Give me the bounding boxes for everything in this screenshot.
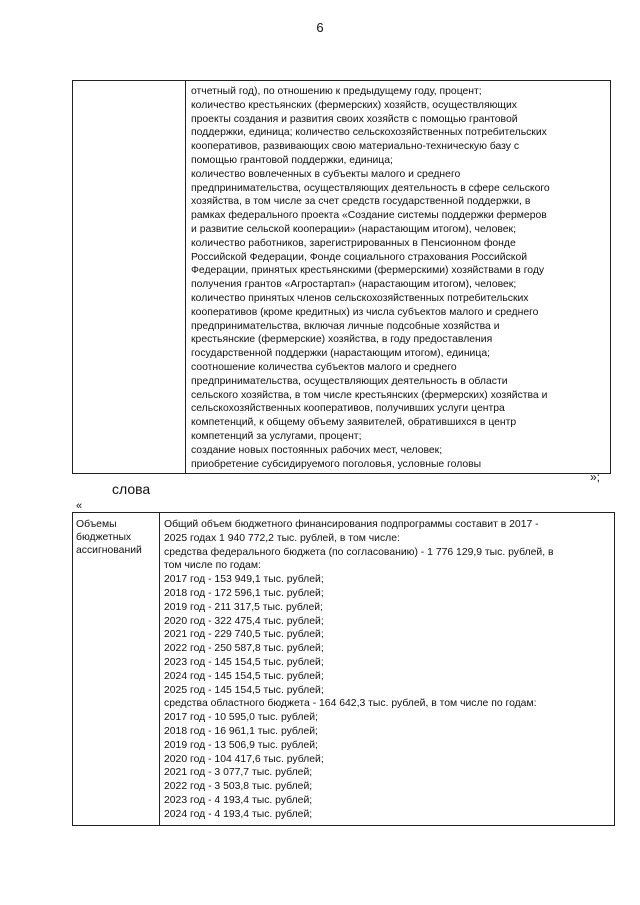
closing-quote: »; bbox=[590, 470, 601, 484]
text-line: сельского хозяйства, в том числе крестьянских (фермерских) хозяйства и bbox=[191, 389, 548, 401]
text-line: 2023 год - 145 154,5 тыс. рублей; bbox=[164, 656, 324, 668]
text-line: 2022 год - 3 503,8 тыс. рублей; bbox=[164, 781, 313, 793]
word-label: слова bbox=[112, 481, 151, 497]
text-line: 2022 год - 250 587,8 тыс. рублей; bbox=[164, 643, 324, 655]
text-line: создание новых постоянных рабочих мест, человек; bbox=[191, 444, 443, 456]
opening-quote: « bbox=[76, 500, 83, 512]
text-line: 2018 год - 172 596,1 тыс. рублей; bbox=[164, 587, 324, 599]
text-line: компетенций за услугами, процент; bbox=[191, 430, 362, 442]
text-line: отчетный год), по отношению к предыдущему году, процент; bbox=[191, 86, 482, 97]
text-line: получения грантов «Агростартап» (нарастающим итогом), человек; bbox=[191, 279, 517, 291]
text-line: Российской Федерации, Фонде социального страхования Российской bbox=[191, 251, 528, 263]
text-line: 2021 год - 229 740,5 тыс. рублей; bbox=[164, 629, 324, 641]
text-line: и развитие сельской кооперации» (нарастающим итогом), человек; bbox=[191, 223, 516, 235]
text-line: приобретение субсидируемого поголовья, условные головы bbox=[191, 458, 482, 470]
text-line: 2020 год - 104 417,6 тыс. рублей; bbox=[164, 753, 324, 765]
text-line: 2024 год - 4 193,4 тыс. рублей; bbox=[164, 808, 313, 820]
text-line: 2021 год - 3 077,7 тыс. рублей; bbox=[164, 767, 313, 779]
text-line: средства федерального бюджета (по согласованию) - 1 776 129,9 тыс. рублей, в bbox=[164, 546, 554, 558]
text-line: крестьянские (фермерские) хозяйства, в году предоставления bbox=[191, 334, 493, 346]
text-line: предпринимательства, осуществляющих деятельность в сфере сельского bbox=[191, 182, 550, 194]
text-line: соотношение количества субъектов малого и среднего bbox=[191, 361, 457, 373]
text-line: проекты создания и развития своих хозяйств с помощью грантовой bbox=[191, 113, 518, 125]
budget-table bbox=[72, 512, 615, 826]
text-line: количество крестьянских (фермерских) хозяйств, осуществляющих bbox=[191, 99, 517, 111]
indicators-table-content-cell bbox=[186, 81, 611, 474]
budget-content-cell bbox=[160, 513, 615, 826]
text-line: том числе по годам: bbox=[164, 560, 261, 572]
text-line: предпринимательства, включая личные подсобные хозяйства и bbox=[191, 320, 500, 332]
text-line: кооперативов (кроме кредитных) из числа субъектов малого и среднего bbox=[191, 306, 539, 318]
text-line: количество работников, зарегистрированных в Пенсионном фонде bbox=[191, 237, 516, 249]
text-line: 2017 год - 153 949,1 тыс. рублей; bbox=[164, 574, 324, 586]
text-line: кооперативов, развивающих свою материально-техническую базу с bbox=[191, 141, 520, 153]
text-line: сельскохозяйственных кооперативов, получивших услуги центра bbox=[191, 403, 505, 415]
text-line: 2019 год - 13 506,9 тыс. рублей; bbox=[164, 739, 318, 751]
text-line: 2019 год - 211 317,5 тыс. рублей; bbox=[164, 601, 323, 613]
text-line: Общий объем бюджетного финансирования подпрограммы составит в 2017 - bbox=[164, 519, 539, 530]
text-line: средства областного бюджета - 164 642,3 тыс. рублей, в том числе по годам: bbox=[164, 698, 537, 710]
label-line: ассигнований bbox=[76, 545, 142, 556]
text-line: 2024 год - 145 154,5 тыс. рублей; bbox=[164, 670, 324, 682]
text-line: поддержки, единица; количество сельскохозяйственных потребительских bbox=[191, 127, 547, 139]
text-line: компетенций, к общему объему заявителей, обратившихся в центр bbox=[191, 417, 517, 429]
text-line: количество вовлеченных в субъекты малого и среднего bbox=[191, 168, 461, 180]
text-line: 2018 год - 16 961,1 тыс. рублей; bbox=[164, 725, 318, 737]
text-line: 2023 год - 4 193,4 тыс. рублей; bbox=[164, 794, 313, 806]
text-line: хозяйства, в том числе за счет средств государственной поддержки, в bbox=[191, 196, 531, 208]
text-line: 2025 годах 1 940 772,2 тыс. рублей, в том числе: bbox=[164, 532, 400, 544]
text-line: 2025 год - 145 154,5 тыс. рублей; bbox=[164, 684, 324, 696]
text-line: Федерации, принятых крестьянскими (фермерскими) хозяйствами в году bbox=[191, 265, 545, 277]
text-line: 2020 год - 322 475,4 тыс. рублей; bbox=[164, 615, 324, 627]
text-line: 2017 год - 10 595,0 тыс. рублей; bbox=[164, 712, 318, 724]
indicators-table bbox=[72, 80, 611, 474]
label-line: Объемы bbox=[76, 519, 117, 530]
text-line: рамках федерального проекта «Создание системы поддержки фермеров bbox=[191, 210, 547, 222]
page-number: 6 bbox=[316, 20, 324, 35]
text-line: государственной поддержки (нарастающим итогом), единица; bbox=[191, 348, 490, 360]
text-line: предпринимательства, осуществляющих деятельность в области bbox=[191, 375, 508, 387]
label-line: бюджетных bbox=[76, 532, 132, 543]
indicators-table-empty-cell bbox=[73, 81, 186, 474]
budget-label-cell bbox=[73, 513, 160, 826]
text-line: помощью грантовой поддержки, единица; bbox=[191, 154, 393, 166]
text-line: количество принятых членов сельскохозяйственных потребительских bbox=[191, 292, 529, 304]
